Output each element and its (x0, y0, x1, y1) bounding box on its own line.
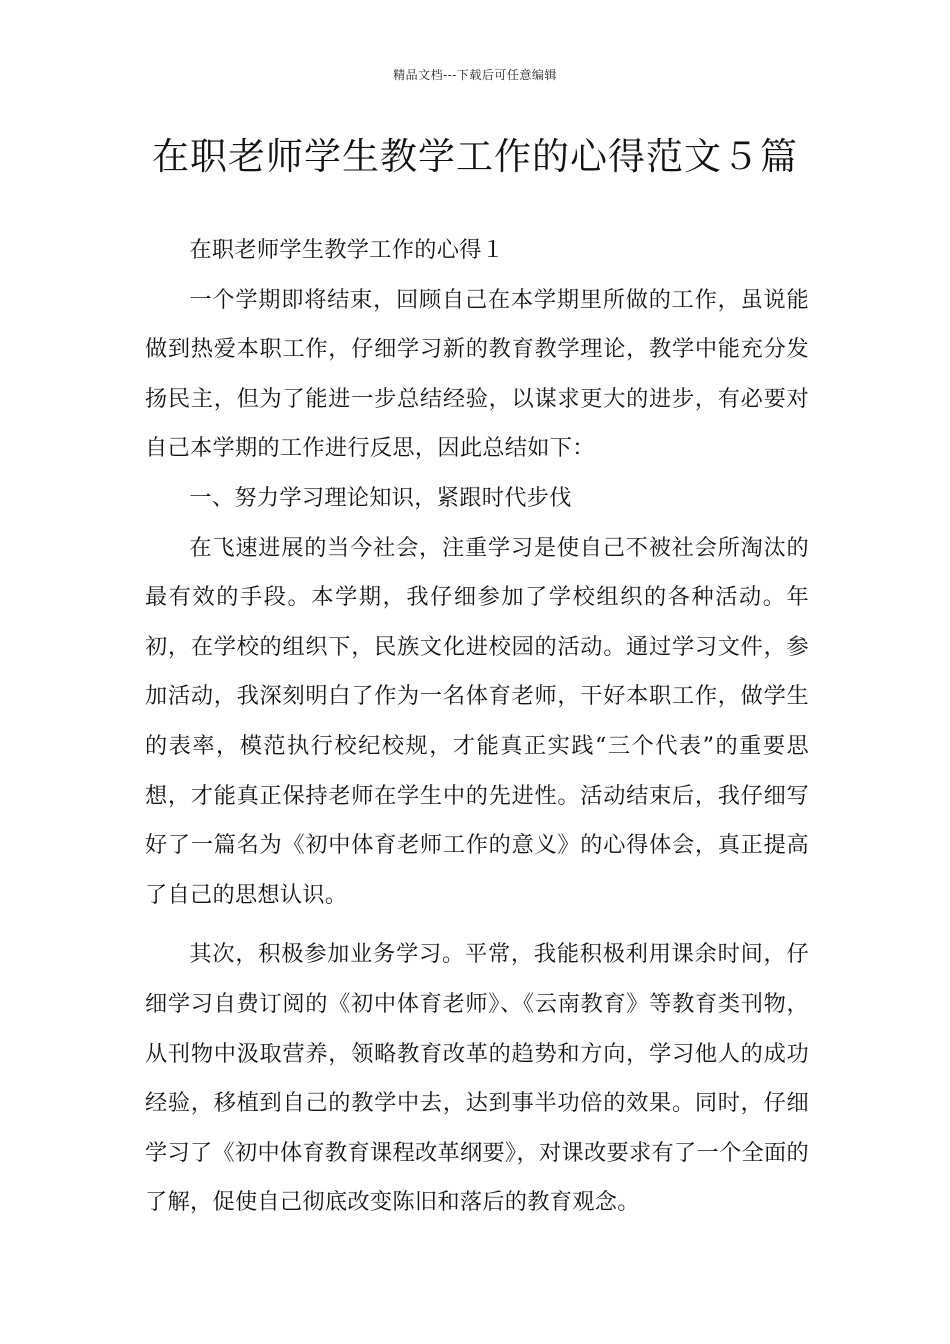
section-heading: 在职老师学生教学工作的心得１ (189, 237, 505, 263)
document-body (145, 226, 809, 1228)
document-title: 在职老师学生教学工作的心得范文５篇 (152, 135, 798, 178)
paragraph: 一个学期即将结束，回顾自己在本学期里所做的工作，虽说能做到热爱本职工作，仔细学习新的教育教学理论，教学中能充分发扬民主，但为了能进一步总结经验，以谋求更大的进步，有必要对自己本学期的工作进行反思，因此总结如下： (145, 286, 809, 462)
paragraph: 在飞速进展的当今社会，注重学习是使自己不被社会所淘汰的最有效的手段。本学期，我仔细参加了学校组织的各种活动。年初，在学校的组织下，民族文化进校园的活动。通过学习文件，参加活动，我深刻明白了作为一名体育老师，干好本职工作，做学生的表率，模范执行校纪校规，才能真正实践“三个代表”的重要思想，才能真正保持老师在学生中的先进性。活动结束后，我仔细写好了一篇名为《初中体育老师工作的意义》的心得体会，真正提高了自己的思想认识。 (145, 534, 809, 908)
subsection-heading: 一、努力学习理论知识，紧跟时代步伐 (189, 484, 572, 511)
paragraph: 其次，积极参加业务学习。平常，我能积极利用课余时间，仔细学习自费订阅的《初中体育老师》、《云南教育》等教育类刊物，从刊物中汲取营养，领略教育改革的趋势和方向，学习他人的成功经验，移植到自己的教学中去，达到事半功倍的效果。同时，仔细学习了《初中体育教育课程改革纲要》，对课改要求有了一个全面的了解，促使自己彻底改变陈旧和落后的教育观念。 (145, 941, 809, 1216)
header-note: 精品文档---下载后可任意编辑 (393, 68, 557, 82)
